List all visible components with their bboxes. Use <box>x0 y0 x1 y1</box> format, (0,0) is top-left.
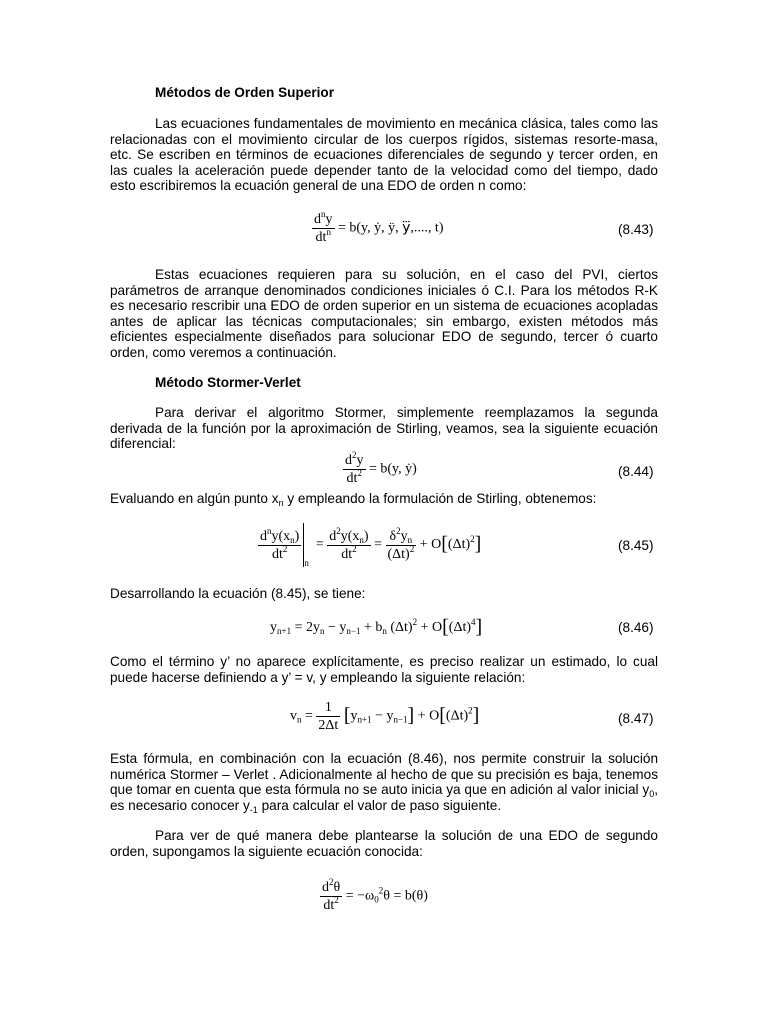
paragraph: Las ecuaciones fundamentales de movimiento en mecánica clásica, tales como las relacionadas con el movimiento circular de los cuerpos rígidos, sistemas resorte-masa, etc. Se escriben en términos de ecuaciones diferenciales de segundo y tercer orden, en las cuales la aceleración puede depender tanto de la velocidad como del tiempo, dado esto escribiremos la ecuación general de una EDO de orden n como: <box>110 116 658 194</box>
equation-pendulum: $\frac{d^2\theta}{dt^2}$ = $-\omega_0^2\theta = b(\theta)$ <box>322 877 428 913</box>
equation-number: (8.44) <box>618 464 654 479</box>
equation-number: (8.43) <box>618 222 654 237</box>
equation-8-44: $\frac{d^2y}{dt^2}$ = b(y, ẏ) <box>345 450 417 486</box>
equation-number: (8.45) <box>618 538 654 553</box>
equation-8-46: $y_{n+1} = 2y_n - y_{n-1} + b_n$ $(\Delta t)^2 + O[(\Delta t)^4]$ <box>270 616 483 638</box>
equation-number: (8.46) <box>618 620 654 635</box>
equation-8-43: $\frac{d^ny}{dt^n}$ = b(y, ẏ, ÿ, y⃛,...., t) <box>314 209 444 245</box>
subscript: n <box>278 498 284 508</box>
paragraph: Estas ecuaciones requieren para su solución, en el caso del PVI, ciertos parámetros de arranque denominados condiciones iniciales ó C.I. Para los métodos R-K es necesario rescribir una EDO de orden superior en un sistema de ecuaciones acopladas antes de aplicar las técnicas computacionales; sin embargo, existen métodos más eficientes especialmente diseñados para solucionar EDO de segundo, tercer ó cuarto orden, como veremos a continuación. <box>110 267 658 360</box>
paragraph: Como el término y’ no aparece explícitamente, es preciso realizar un estimado, lo cual puede hacerse definiendo a y’ = v, y empleando la siguiente relación: <box>110 654 658 685</box>
equation-8-45: $\frac{d^ny(x_n)}{dt^2}$ $_n$ = $\frac{d^2y(x_n)}{dt^2}$ = $\frac{\delta^2y_n}{(\Delta t)^2}$ + $O[(\Delta t)^2]$ <box>258 523 481 567</box>
text-run: Evaluando en algún punto x <box>110 491 279 506</box>
paragraph: Desarrollando la ecuación (8.45), se tiene: <box>110 586 366 601</box>
paragraph: Para derivar el algoritmo Stormer, simplemente reemplazamos la segunda derivada de la función por la aproximación de Stirling, veamos, sea la siguiente ecuación diferencial: <box>110 405 658 452</box>
subscript: 0 <box>649 789 655 800</box>
text-run: , es necesario conocer y <box>110 782 658 813</box>
equation-number: (8.47) <box>618 711 654 726</box>
text-run: Esta fórmula, en combinación con la ecuación (8.46), nos permite construir la solución numérica Stormer – Verlet . Adicionalmente al hecho de que su precisión es baja, tenemos que tomar en cuenta que esta fórmula no se auto inicia ya que en adición al valor inicial y <box>110 751 658 798</box>
equation-8-47: $v_n$ = $\frac{1}{2\Delta t}$ $[y_{n+1} - y_{n-1}] + O[(\Delta t)^2]$ <box>290 700 480 733</box>
text-run: y empleando la formulación de Stirling, obtenemos: <box>283 491 597 506</box>
subscript: -1 <box>249 804 258 815</box>
paragraph <box>110 491 658 507</box>
text-run: para calcular el valor de paso siguiente. <box>257 797 502 813</box>
paragraph <box>110 751 658 813</box>
paragraph: Para ver de qué manera debe plantearse la solución de una EDO de segundo orden, supongamos la siguiente ecuación conocida: <box>110 828 658 859</box>
section-heading: Métodos de Orden Superior <box>155 85 335 100</box>
section-heading: Método Stormer-Verlet <box>155 375 301 390</box>
